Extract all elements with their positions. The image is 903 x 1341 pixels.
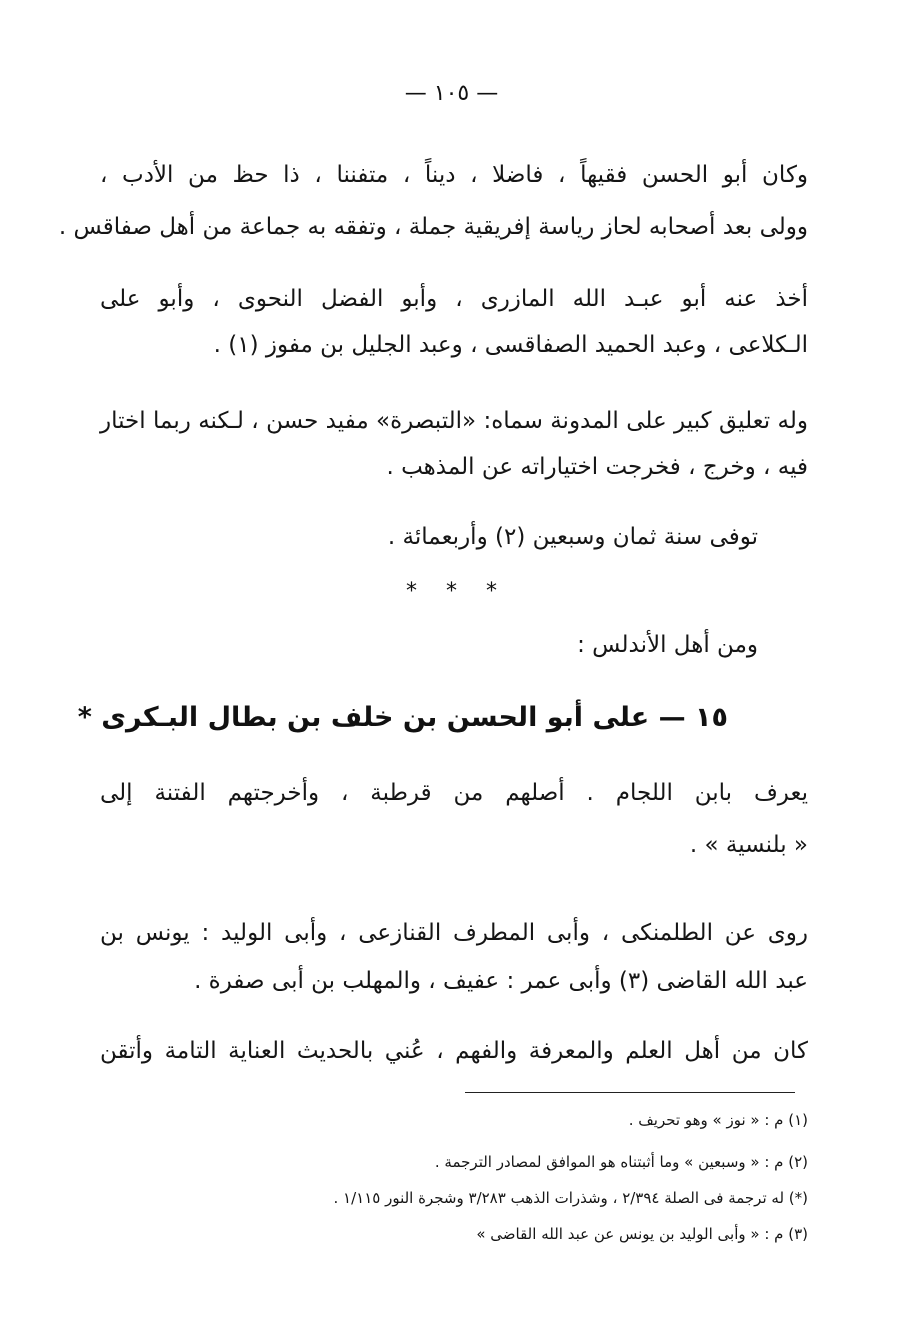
paragraph-2-line-2: الـكلاعى ، وعبد الحميد الصفاقسى ، وعبد الجليل بن مفوز (١) .	[213, 332, 808, 358]
paragraph-1-line-2: وولى بعد أصحابه لحاز رياسة إفريقية جملة ، وتفقه به جماعة من أهل صفاقس .	[58, 214, 808, 240]
footnote-3: (٣) م : « وأبى الوليد بن يونس عن عبد الله القاضى »	[476, 1225, 808, 1243]
entry-heading: ١٥ — على أبو الحسن بن خلف بن بطال البـكرى *	[77, 702, 728, 733]
footnote-1: (١) م : « نوز » وهو تحريف .	[628, 1111, 808, 1129]
footnote-2: (٢) م : « وسبعين » وما أثبتناه هو الموافق لمصادر الترجمة .	[434, 1153, 808, 1171]
section-separator: * * *	[406, 579, 497, 604]
paragraph-4-line-1: توفى سنة ثمان وسبعين (٢) وأربعمائة .	[387, 524, 758, 550]
paragraph-3-line-1: وله تعليق كبير على المدونة سماه: «التبصرة» مفيد حسن ، لـكنه ربما اختار	[100, 408, 808, 434]
paragraph-7-line-1: كان من أهل العلم والمعرفة والفهم ، عُني بالحديث العناية التامة وأتقن	[100, 1038, 808, 1064]
paragraph-3-line-2: فيه ، وخرج ، فخرجت اختياراته عن المذهب .	[386, 454, 808, 480]
paragraph-6-line-2: عبد الله القاضى (٣) وأبى عمر : عفيف ، والمهلب بن أبى صفرة .	[194, 968, 808, 994]
paragraph-5-line-2: « بلنسية » .	[689, 832, 808, 858]
paragraph-2-line-1: أخذ عنه أبو عبـد الله المازرى ، وأبو الفضل النحوى ، وأبو على	[100, 286, 808, 312]
section-intro: ومن أهل الأندلس :	[577, 632, 758, 658]
paragraph-5-line-1: يعرف بابن اللجام . أصلهم من قرطبة ، وأخرجتهم الفتنة إلى	[100, 780, 808, 806]
paragraph-6-line-1: روى عن الطلمنكى ، وأبى المطرف القنازعى ، وأبى الوليد : يونس بن	[100, 920, 808, 946]
paragraph-1-line-1: وكان أبو الحسن فقيهاً ، فاضلا ، ديناً ، متفننا ، ذا حظ من الأدب ،	[100, 162, 808, 188]
footnote-star: (*) له ترجمة فى الصلة ٢/٣٩٤ ، وشذرات الذهب ٣/٢٨٣ وشجرة النور ١/١١٥ .	[333, 1189, 808, 1207]
footnote-divider	[465, 1092, 795, 1093]
page-number: — ١٠٥ —	[404, 81, 499, 106]
